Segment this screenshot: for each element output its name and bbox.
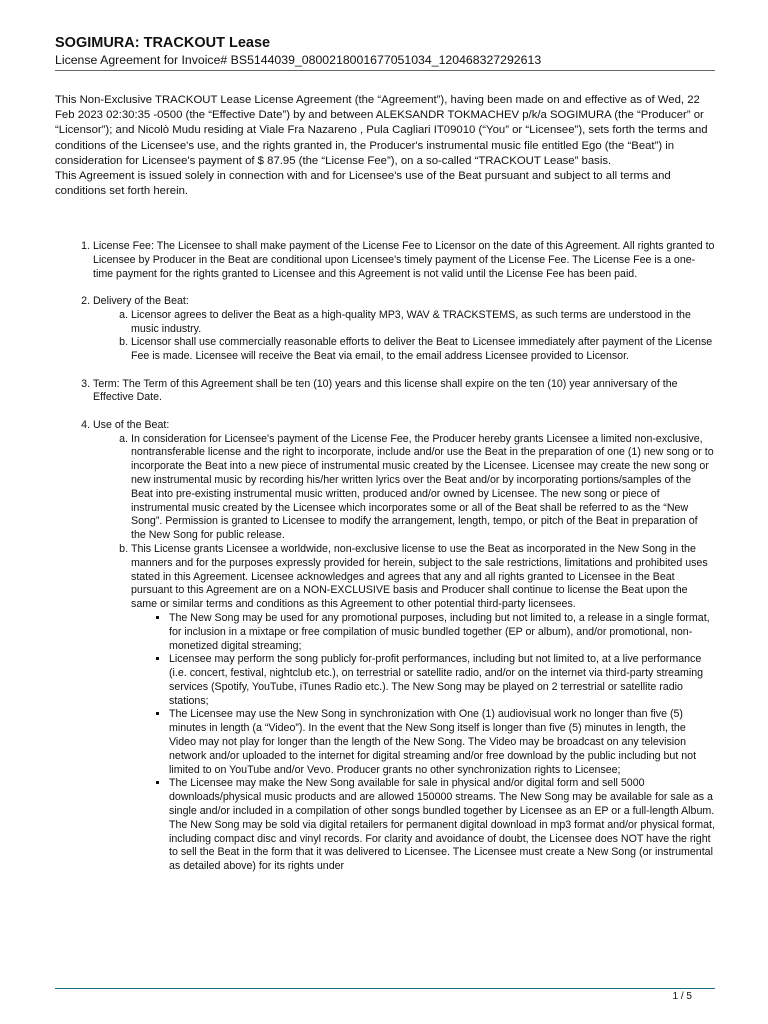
document-header <box>55 34 715 68</box>
document-title: SOGIMURA: TRACKOUT Lease <box>55 35 271 51</box>
intro-paragraph: This Agreement is issued solely in connection with and for Licensee's use of the Beat pursuant and subject to all terms and conditions set forth herein. <box>55 170 671 198</box>
subclause-item <box>131 309 715 337</box>
clause-text: Delivery of the Beat: <box>93 294 189 307</box>
subclause-list <box>93 309 715 364</box>
bullet-list <box>131 612 715 874</box>
document-subtitle: License Agreement for Invoice# BS5144039_0800218001677051034_120468327292613 <box>55 53 542 67</box>
intro-section <box>55 93 715 199</box>
clause-text: License Fee: The Licensee to shall make payment of the License Fee to Licensor on the date of this Agreement. All rights granted to Licensee by Producer in the Beat are conditional upon Licensee's timely payment of the License Fee. The License Fee is a one-time payment for the rights granted to Licensee and this Agreement is not valid until the License Fee has been paid. <box>93 240 715 280</box>
clause-delivery <box>93 295 715 364</box>
clauses-section <box>55 240 715 888</box>
clause-text: Use of the Beat: <box>93 418 170 431</box>
bullet-item <box>169 653 715 708</box>
bullet-item <box>169 777 715 874</box>
subclause-list <box>93 433 715 875</box>
bullet-text: The Licensee may use the New Song in synchronization with One (1) audiovisual work no longer than five (5) minutes in length (a “Video”). In the event that the New Song itself is longer than five (5) minutes in length, the Video may not play for longer than the length of the New Song. The Video may be broadcast on any television network and/or uploaded to the internet for digital streaming and/or free download by the public including but not limited to on YouTube and/or Vevo. Producer grants no other synchronization rights to Licensee; <box>169 708 697 776</box>
bullet-item <box>169 708 715 777</box>
intro-paragraph: This Non-Exclusive TRACKOUT Lease License Agreement (the “Agreement”), having been made on and effective as of Wed, 22 Feb 2023 02:30:35 -0500 (the “Effective Date”) by and between ALEKSANDR TOKMACHEV p/k/a SOGIMURA (the “Producer” or “Licensor”); and Nicolò Mudu residing at Viale Fra Nazareno , Pula Cagliari IT09010 (“You” or “Licensee”), sets forth the terms and conditions of the Licensee's use, and the rights granted in, the Producer's instrumental music file entitled Ego (the “Beat”) in consideration for Licensee's payment of $ 87.95 (the “License Fee”), on a so-called “TRACKOUT Lease” basis. <box>55 94 708 167</box>
clause-use-of-beat <box>93 419 715 874</box>
subclause-item <box>131 433 715 543</box>
clause-list <box>55 240 715 874</box>
clause-text: Term: The Term of this Agreement shall be ten (10) years and this license shall expire on the ten (10) year anniversary of the Effective Date. <box>93 377 678 404</box>
bullet-text: The Licensee may make the New Song available for sale in physical and/or digital form and sell 5000 downloads/physical music products and are allowed 150000 streams. The New Song may be available for sale as a single and/or included in a compilation of other songs bundled together by Licensee as an EP or a full-length Album. The New Song may be sold via digital retailers for permanent digital download in mp3 format and/or physical format, including compact disc and vinyl records. For clarity and avoidance of doubt, the Licensee does NOT have the right to sell the Beat in the form that it was delivered to Licensee. The Licensee must create a New Song (or instrumental as detailed above) for its rights under <box>169 777 715 873</box>
subclause-item <box>131 543 715 874</box>
bullet-item <box>169 612 715 653</box>
subclause-item <box>131 336 715 364</box>
subclause-text: This License grants Licensee a worldwide, non-exclusive license to use the Beat as incorporated in the New Song in the manners and for the purposes expressly provided for herein, subject to the sale restrictions, limitations and prohibited uses stated in this Agreement. Licensee acknowledges and agrees that any and all rights granted to Licensee in the Beat pursuant to this Agreement are on a NON-EXCLUSIVE basis and Producer shall continue to license the Beat upon the same or similar terms and conditions as this Agreement to other potential third-party licensees. <box>131 542 708 611</box>
clause-term <box>93 378 715 406</box>
footer-divider <box>55 988 715 989</box>
clause-license-fee <box>93 240 715 281</box>
subclause-text: In consideration for Licensee's payment of the License Fee, the Producer hereby grants Licensee a limited non-exclusive, nontransferable license and the right to incorporate, include and/or use the Beat in the preparation of one (1) new song or to incorporate the Beat into a new piece of instrumental music created by the Licensee. Licensee may create the new song or new instrumental music by recording his/her written lyrics over the Beat and/or by incorporating portions/samples of the Beat into pre-existing instrumental music written, produced and/or owned by Licensee. The new song or piece of instrumental music created by the Licensee which incorporates some or all of the Beat shall be referred to as the “New Song”. Permission is granted to Licensee to modify the arrangement, length, tempo, or pitch of the Beat in preparation of the New Song for public release. <box>131 432 714 542</box>
bullet-text: Licensee may perform the song publicly for-profit performances, including but not limited to, at a live performance (i.e. concert, festival, nightclub etc.), on terrestrial or satellite radio, and/or on the internet via third-party streaming services (Spotify, YouTube, iTunes Radio etc.). The New Song may be played on 2 terrestrial or satellite radio stations; <box>169 653 704 707</box>
page-number: 1 / 5 <box>672 991 692 1002</box>
subclause-text: Licensor agrees to deliver the Beat as a high-quality MP3, WAV & TRACKSTEMS, as such terms are understood in the music industry. <box>131 308 691 335</box>
header-divider <box>55 70 715 71</box>
bullet-text: The New Song may be used for any promotional purposes, including but not limited to, a release in a single format, for inclusion in a mixtape or free compilation of music bundled together (EP or album), and/or promotional, non-monetized digital streaming; <box>169 611 710 652</box>
subclause-text: Licensor shall use commercially reasonable efforts to deliver the Beat to Licensee immediately after payment of the License Fee is made. Licensee will receive the Beat via email, to the email address Licensee provided to Licensor. <box>131 336 713 363</box>
